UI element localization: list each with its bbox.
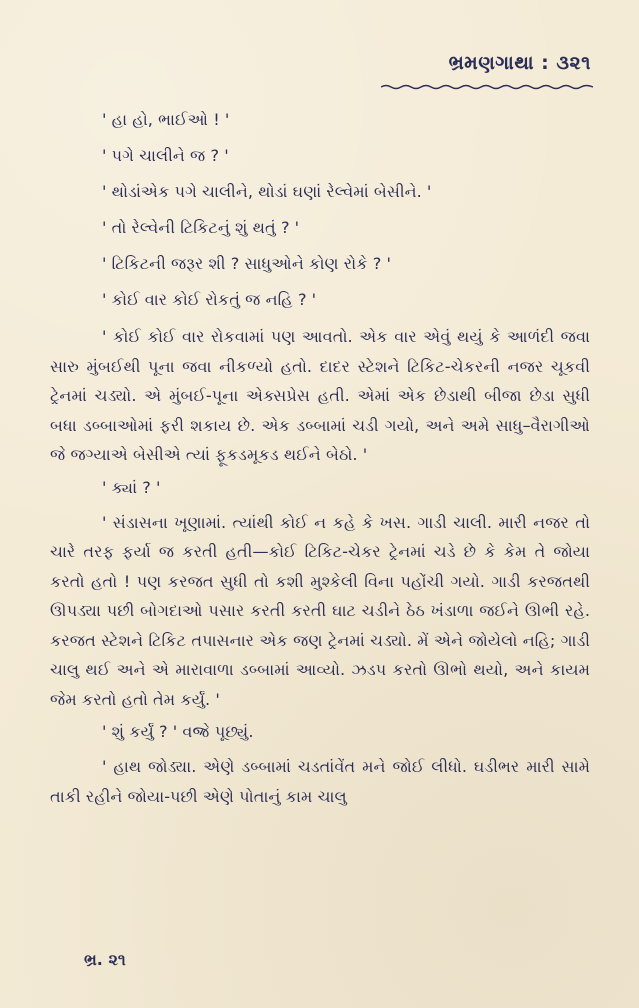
paragraph: ' હાથ જોડ્યા. એણે ડબ્બામાં ચડતાંવેંત મને જોઈ લીધો. ઘડીભર મારી સામે તાકી રહીને જોયા-પછી એણે પોતાનું કામ ચાલુ — [50, 757, 590, 806]
paragraph: ' સંડાસના ખૂણામાં. ત્યાંથી કોઈ ન કહે કે ખસ. ગાડી ચાલી. મારી નજર તો ચારે તરફ ફર્યા જ કરતી હતી—કોઈ ટિકિટ-ચેકર ટ્રેનમાં ચડે છે કે કેમ તે જોયા કરતો હતો ! પણ કરજત સુધી તો કશી મુશ્કેલી વિના પહોંચી ગયો. ગાડી કરજતથી ઊપડ્યા પછી બોગદાઓ પસાર કરતી કરતી ઘાટ ચડીને ઠેઠ ખંડાળા જઈને ઊભી રહે. કરજત સ્ટેશને ટિકિટ તપાસનાર એક જણ ટ્રેનમાં ચડ્યો. મેં એને જોયેલો નહિ; ગાડી ચાલુ થઈ અને એ મારાવાળા ડબ્બામાં આવ્યો. ઝડપ કરતો ઊભો થયો, અને કાયમ જેમ કરતો હતો તેમ કર્યું. ' — [50, 512, 590, 709]
page-body — [50, 102, 590, 811]
dialog-line: ' હા હો, ભાઈઓ ! ' — [102, 110, 230, 129]
dialog-line: ' શું કર્યું ? ' વજ્રે પૂછ્યું. — [102, 722, 254, 741]
paragraph: ' કોઈ કોઈ વાર રોકવામાં પણ આવતો. એક વાર એવું થયું કે આળંદી જવા સારુ મુંબઈથી પૂના જવા નીકળ્યો હતો. દાદર સ્ટેશને ટિકિટ-ચેકરની નજર ચૂકવી ટ્રેનમાં ચડ્યો. એ મુંબઈ-પૂના એક્સપ્રેસ હતી. એમાં એક છેડાથી બીજા છેડા સુધી બધા ડબ્બાઓમાં ફરી શકાય છે. એક ડબ્બામાં ચડી ગયો, અને અમે સાધુ–વૈરાગીઓ જે જગ્યાએ બેસીએ ત્યાં ફૂકડમૂકડ થઈને બેઠો. ' — [50, 327, 590, 464]
dialog-line: ' ટિકિટની જરૂર શી ? સાધુઓને કોણ રોકે ? ' — [102, 254, 391, 273]
dialog-line: ' થોડાંએક પગે ચાલીને, થોડાં ઘણાં રેલ્વેમાં બેસીને. ' — [102, 182, 432, 201]
dialog-line: ' પગે ચાલીને જ ? ' — [102, 146, 229, 165]
running-header: ભ્રમણગાથા : ૩૨૧ — [448, 52, 591, 74]
dialog-line: ' કોઈ વાર કોઈ રોકતું જ નહિ ? ' — [102, 290, 317, 309]
dialog-line: ' ક્યાં ? ' — [102, 477, 161, 497]
signature-mark: ભ્ર. ૨૧ — [84, 950, 126, 969]
dialog-line: ' તો રેલ્વેની ટિકિટનું શું થતું ? ' — [102, 218, 300, 237]
header-wavy-underline — [381, 84, 593, 90]
